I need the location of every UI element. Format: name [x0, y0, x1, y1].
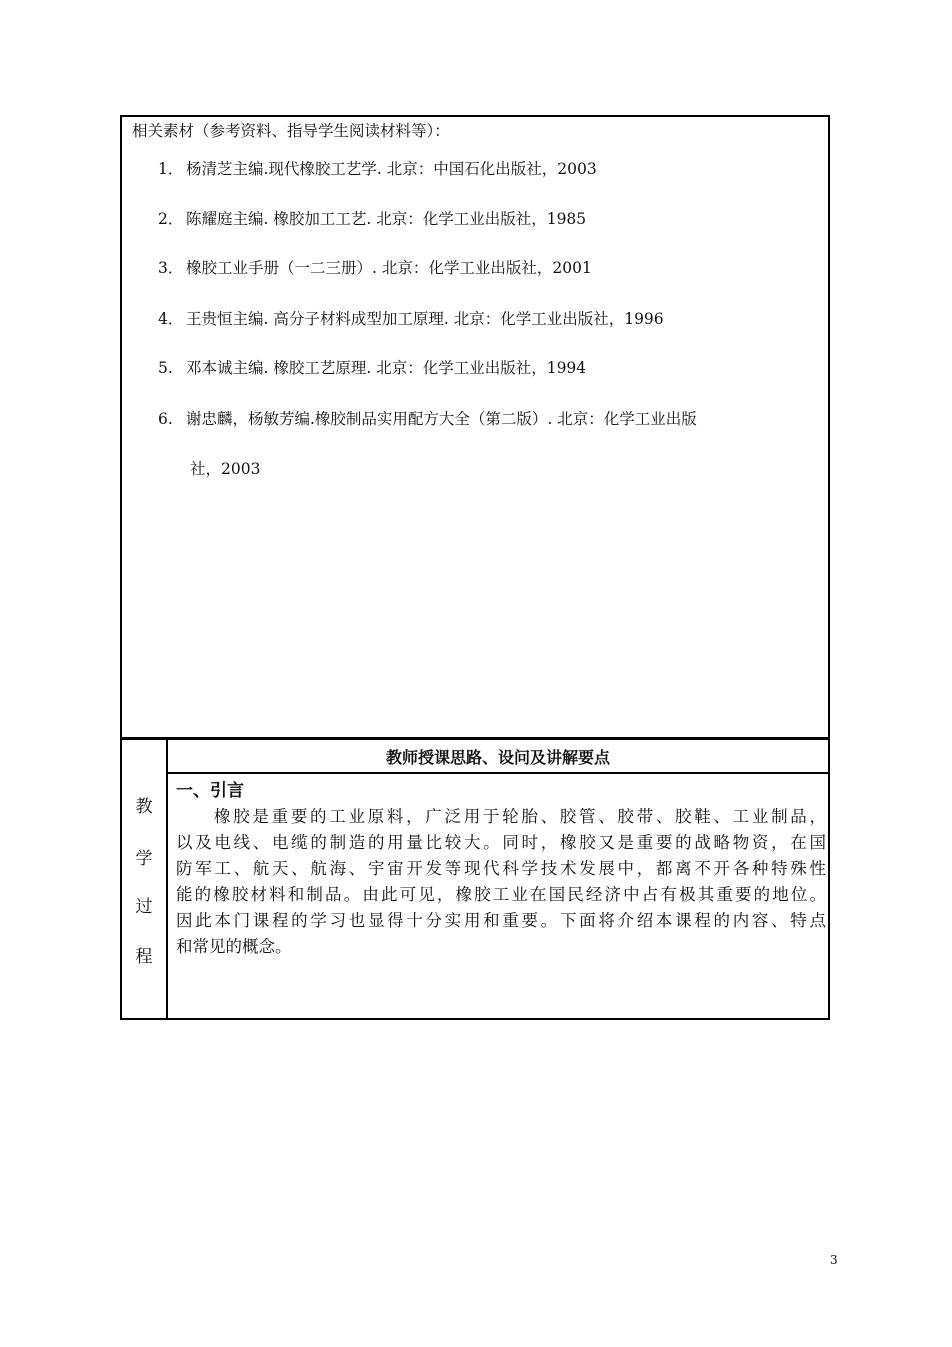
paragraph-line: 因此本门课程的学习也显得十分实用和重要。下面将介绍本课程的内容、特点: [176, 911, 826, 930]
reference-number: 5.: [158, 359, 173, 377]
page-number: 3: [830, 1253, 838, 1267]
reference-item: [158, 207, 586, 229]
teaching-process-box: [120, 738, 830, 1020]
paragraph-line: 和常见的概念。: [176, 937, 292, 956]
reference-text: 王贵恒主编. 高分子材料成型加工原理. 北京：化学工业出版社，1996: [186, 310, 664, 328]
section-title: 一、引言: [176, 781, 244, 801]
paragraph-line: 防军工、航天、航海、宇宙开发等现代科学技术发展中，都离不开各种特殊性: [176, 859, 826, 878]
reference-materials-box: [120, 115, 830, 739]
teaching-process-header: 教师授课思路、设问及讲解要点: [168, 740, 828, 774]
side-label-char: 教: [135, 797, 153, 817]
reference-item: [158, 307, 664, 329]
reference-text: 橡胶工业手册（一二三册）. 北京：化学工业出版社，2001: [186, 259, 592, 277]
reference-item: [158, 407, 697, 429]
reference-number: 6.: [158, 410, 173, 428]
reference-item-continuation: 社，2003: [190, 460, 261, 478]
reference-text: 邓本诚主编. 橡胶工艺原理. 北京：化学工业出版社，1994: [186, 359, 587, 377]
reference-item: [158, 157, 597, 179]
reference-text: 谢忠麟，杨敏芳编.橡胶制品实用配方大全（第二版）. 北京：化学工业出版: [186, 410, 697, 428]
reference-number: 2．: [158, 210, 184, 228]
teaching-process-content: [176, 778, 826, 960]
reference-item: [158, 256, 592, 278]
teaching-process-side-label: [122, 740, 168, 1018]
reference-text: 陈耀庭主编. 橡胶加工工艺. 北京：化学工业出版社，1985: [186, 210, 587, 228]
paragraph-line: 以及电线、电缆的制造的用量比较大。同时，橡胶又是重要的战略物资，在国: [176, 833, 826, 852]
reference-item: [158, 356, 586, 378]
side-label-char: 过: [135, 897, 153, 917]
side-label-char: 程: [135, 947, 153, 967]
side-label-char: 学: [135, 849, 153, 869]
reference-number: 1．: [158, 160, 184, 178]
reference-number: 3．: [158, 259, 184, 277]
paragraph-line: 橡胶是重要的工业原料，广泛用于轮胎、胶管、胶带、胶鞋、工业制品，: [214, 807, 826, 826]
paragraph-line: 能的橡胶材料和制品。由此可见，橡胶工业在国民经济中占有极其重要的地位。: [176, 885, 826, 904]
reference-heading: 相关素材（参考资料、指导学生阅读材料等）：: [132, 122, 450, 140]
reference-number: 4．: [158, 310, 184, 328]
reference-text: 杨清芝主编.现代橡胶工艺学. 北京：中国石化出版社，2003: [186, 160, 597, 178]
